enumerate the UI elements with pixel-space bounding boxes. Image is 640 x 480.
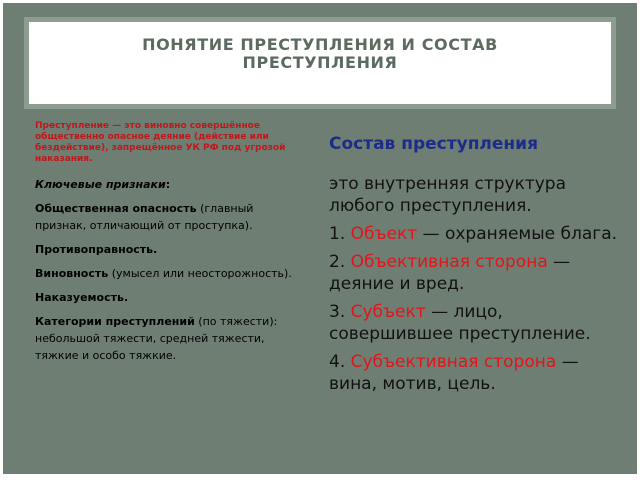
left-column — [35, 121, 305, 371]
item-number: 4. — [329, 352, 351, 372]
item-text: — охраняемые блага. — [417, 224, 618, 244]
feature-public-danger-term: Общественная опасность — [35, 202, 197, 215]
feature-guilt — [35, 265, 305, 282]
composition-heading: Состав преступления — [329, 134, 538, 154]
item-number: 1. — [329, 224, 351, 244]
feature-guilt-text: (умысел или неосторожность). — [108, 267, 292, 280]
item-term: Объективная сторона — [350, 252, 548, 272]
composition-item-objective-side — [329, 251, 619, 295]
crime-categories-term: Категории преступлений — [35, 315, 195, 328]
right-column — [329, 133, 619, 401]
item-text: — деяние и вред. — [329, 252, 571, 294]
title-box — [24, 17, 616, 109]
item-number: 3. — [329, 302, 351, 322]
feature-punishability — [35, 289, 305, 306]
feature-unlawfulness — [35, 241, 305, 258]
key-features-colon: : — [165, 178, 171, 191]
item-text: — лицо, совершившее преступление. — [329, 302, 591, 344]
feature-public-danger-text: (главный признак, отличающий от проступка). — [35, 202, 254, 232]
crime-categories — [35, 313, 305, 364]
key-features-label: Ключевые признаки — [35, 178, 166, 191]
feature-punishability-term: Наказуемость. — [35, 291, 129, 304]
feature-guilt-term: Виновность — [35, 267, 109, 280]
item-number: 2. — [329, 252, 351, 272]
slide-title: ПОНЯТИЕ ПРЕСТУПЛЕНИЯ И СОСТАВ ПРЕСТУПЛЕНИЯ — [142, 35, 498, 72]
slide — [3, 3, 637, 474]
crime-categories-text: (по тяжести): небольшой тяжести, средней тяжести, тяжкие и особо тяжкие. — [35, 315, 278, 362]
key-features-heading — [35, 176, 305, 193]
feature-public-danger — [35, 200, 305, 234]
item-term: Объект — [350, 224, 418, 244]
item-term: Субъективная сторона — [350, 352, 557, 372]
composition-item-subjective-side — [329, 351, 619, 395]
feature-unlawfulness-term: Противоправность. — [35, 243, 158, 256]
composition-item-subject — [329, 301, 619, 345]
item-text: — вина, мотив, цель. — [329, 352, 579, 394]
crime-definition: Преступление — это виновно совершённое общественно опасное деяние (действие или бездействие), запрещённое УК РФ под угрозой наказания. — [35, 121, 286, 164]
item-term: Субъект — [350, 302, 426, 322]
composition-item-object — [329, 223, 619, 245]
composition-description: это внутренняя структура любого преступления. — [329, 174, 567, 216]
